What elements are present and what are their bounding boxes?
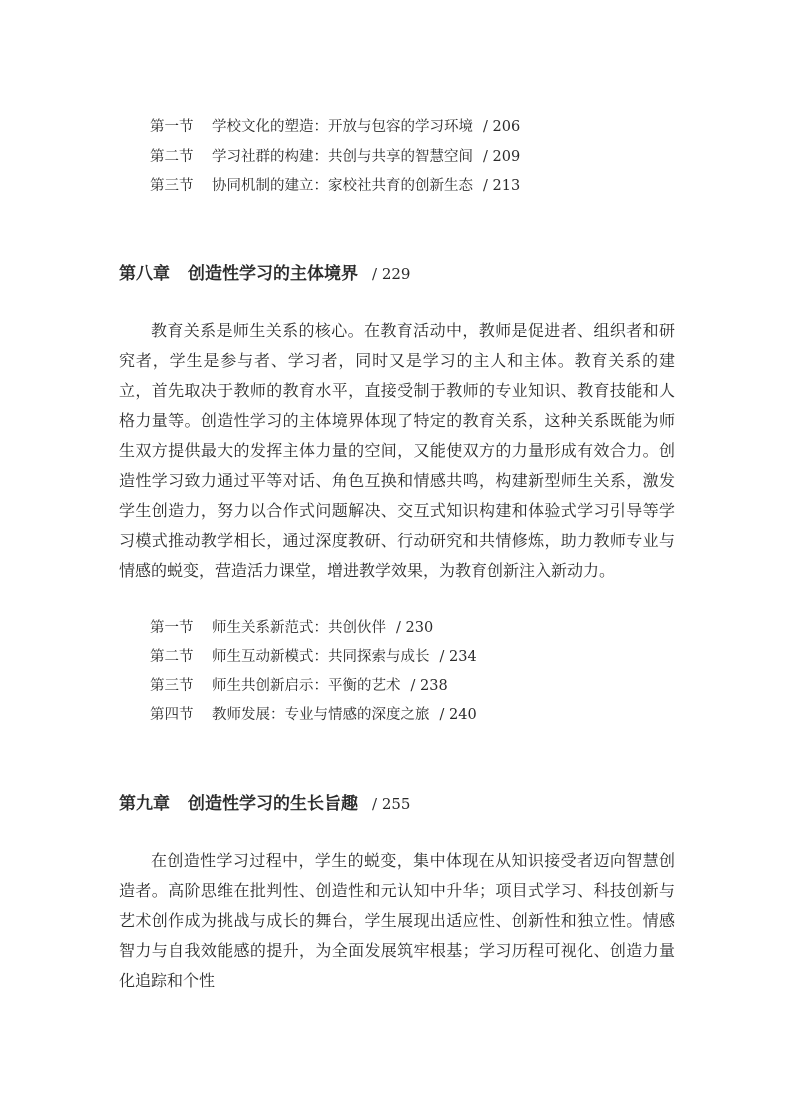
chapter-heading	[119, 792, 410, 816]
chapter-page: / 255	[372, 795, 411, 813]
page-number: / 234	[439, 649, 477, 665]
section-number: 第四节	[150, 707, 194, 723]
toc-entry	[150, 618, 433, 638]
page-number: / 238	[410, 678, 448, 694]
section-number: 第二节	[150, 149, 194, 165]
section-number: 第二节	[150, 649, 194, 665]
section-title: 协同机制的建立：家校社共育的创新生态	[212, 178, 473, 194]
chapter-summary: 在创造性学习过程中，学生的蜕变，集中体现在从知识接受者迈向智慧创造者。高阶思维在批判性、创造性和元认知中升华；项目式学习、科技创新与艺术创作成为挑战与成长的舞台，学生展现出适应性、创新性和独立性。情感智力与自我效能感的提升，为全面发展筑牢根基；学习历程可视化、创造力量化追踪和个性	[119, 851, 675, 990]
section-title: 学校文化的塑造：开放与包容的学习环境	[212, 119, 473, 135]
section-number: 第三节	[150, 178, 194, 194]
chapter-number: 第九章	[119, 794, 170, 814]
section-number: 第三节	[150, 678, 194, 694]
chapter-page: / 229	[372, 265, 411, 283]
section-title: 师生共创新启示：平衡的艺术	[212, 678, 401, 694]
toc-entry	[150, 705, 477, 725]
chapter-heading	[119, 262, 410, 286]
toc-entry	[150, 176, 520, 196]
page-number: / 209	[483, 149, 521, 165]
section-title: 师生关系新范式：共创伙伴	[212, 620, 386, 636]
toc-entry	[150, 117, 520, 137]
chapter-title: 创造性学习的生长旨趣	[188, 794, 358, 814]
page-number: / 213	[483, 178, 521, 194]
section-title: 学习社群的构建：共创与共享的智慧空间	[212, 149, 473, 165]
section-title: 师生互动新模式：共同探索与成长	[212, 649, 430, 665]
page-number: / 230	[396, 620, 434, 636]
section-title: 教师发展：专业与情感的深度之旅	[212, 707, 430, 723]
section-number: 第一节	[150, 620, 194, 636]
page-number: / 240	[439, 707, 477, 723]
section-number: 第一节	[150, 119, 194, 135]
chapter-title: 创造性学习的主体境界	[188, 264, 358, 284]
chapter-summary: 教育关系是师生关系的核心。在教育活动中，教师是促进者、组织者和研究者，学生是参与者、学习者，同时又是学习的主人和主体。教育关系的建立，首先取决于教师的教育水平，直接受制于教师的专业知识、教育技能和人格力量等。创造性学习的主体境界体现了特定的教育关系，这种关系既能为师生双方提供最大的发挥主体力量的空间，又能使双方的力量形成有效合力。创造性学习致力通过平等对话、角色互换和情感共鸣，构建新型师生关系，激发学生创造力，努力以合作式问题解决、交互式知识构建和体验式学习引导等学习模式推动教学相长，通过深度教研、行动研究和共情修炼，助力教师专业与情感的蜕变，营造活力课堂，增进教学效果，为教育创新注入新动力。	[119, 321, 675, 580]
toc-entry	[150, 147, 520, 167]
page-number: / 206	[483, 119, 521, 135]
toc-entry	[150, 676, 448, 696]
chapter-number: 第八章	[119, 264, 170, 284]
toc-entry	[150, 647, 477, 667]
